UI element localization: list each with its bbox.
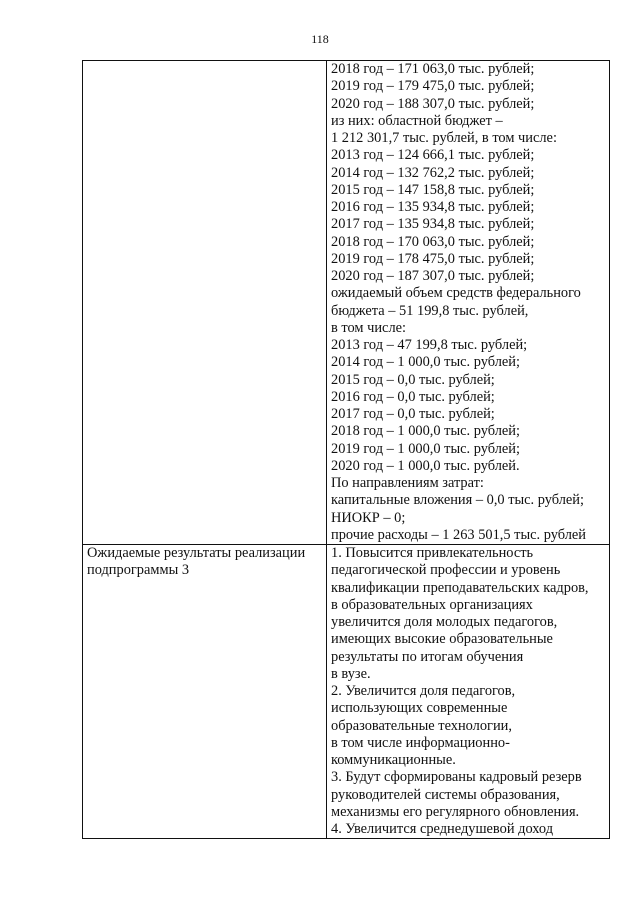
text-line: 2016 год – 0,0 тыс. рублей;	[331, 388, 495, 405]
text-line: 2018 год – 170 063,0 тыс. рублей;	[331, 233, 535, 250]
text-line: использующих современные	[331, 700, 508, 717]
text-line: 1. Повысится привлекательность	[331, 545, 534, 561]
text-line: 2020 год – 1 000,0 тыс. рублей.	[331, 457, 520, 474]
text-line: 2017 год – 135 934,8 тыс. рублей;	[331, 216, 535, 233]
text-line: капитальные вложения – 0,0 тыс. рублей;	[331, 492, 584, 509]
text-line: прочие расходы – 1 263 501,5 тыс. рублей	[331, 526, 586, 543]
text-line: 2. Увеличится доля педагогов,	[331, 683, 516, 699]
text-line: 1 212 301,7 тыс. рублей, в том числе:	[331, 130, 557, 146]
row-2-value-cell	[327, 545, 610, 839]
text-line: По направлениям затрат:	[331, 475, 484, 491]
text-line: 2020 год – 188 307,0 тыс. рублей;	[331, 95, 535, 112]
row-2-label-cell	[83, 545, 327, 839]
text-line: 2013 год – 47 199,8 тыс. рублей;	[331, 337, 528, 353]
text-line: подпрограммы 3	[87, 562, 190, 579]
text-line: 2013 год – 124 666,1 тыс. рублей;	[331, 147, 535, 164]
text-line: педагогической профессии и уровень	[331, 562, 561, 579]
text-line: 2020 год – 187 307,0 тыс. рублей;	[331, 268, 535, 284]
text-line: результаты по итогам обучения	[331, 648, 524, 665]
text-line: 2014 год – 1 000,0 тыс. рублей;	[331, 354, 520, 371]
row-1-value-cell	[327, 61, 610, 545]
passport-table	[82, 60, 610, 839]
row-1-label-cell	[83, 61, 327, 545]
text-line: 2019 год – 178 475,0 тыс. рублей;	[331, 250, 535, 267]
text-line: образовательные технологии,	[331, 717, 512, 734]
text-line: 2015 год – 0,0 тыс. рублей;	[331, 371, 495, 388]
text-line: 2017 год – 0,0 тыс. рублей;	[331, 406, 495, 422]
text-line: в образовательных организациях	[331, 596, 533, 613]
text-line: коммуникационные.	[331, 752, 456, 768]
text-line: 2018 год – 1 000,0 тыс. рублей;	[331, 423, 520, 440]
text-line: руководителей системы образования,	[331, 786, 560, 803]
page-number: 118	[311, 32, 329, 46]
text-line: квалификации преподавательских кадров,	[331, 579, 589, 596]
text-line: имеющих высокие образовательные	[331, 631, 553, 648]
text-line: механизмы его регулярного обновления.	[331, 803, 580, 820]
text-line: 2019 год – 1 000,0 тыс. рублей;	[331, 440, 520, 457]
text-line: Ожидаемые результаты реализации	[87, 545, 306, 561]
text-line: 2018 год – 171 063,0 тыс. рублей;	[331, 61, 535, 77]
text-line: увеличится доля молодых педагогов,	[331, 614, 558, 630]
text-line: 3. Будут сформированы кадровый резерв	[331, 769, 582, 786]
text-line: из них: областной бюджет –	[331, 112, 503, 129]
text-line: НИОКР – 0;	[331, 509, 406, 526]
text-line: 2019 год – 179 475,0 тыс. рублей;	[331, 78, 535, 95]
text-line: бюджета – 51 199,8 тыс. рублей,	[331, 302, 529, 319]
text-line: 4. Увеличится среднедушевой доход	[331, 821, 554, 837]
text-line: 2014 год – 132 762,2 тыс. рублей;	[331, 164, 535, 181]
text-line: в вузе.	[331, 665, 371, 682]
text-line: 2015 год – 147 158,8 тыс. рублей;	[331, 181, 535, 198]
text-line: в том числе информационно-	[331, 734, 510, 751]
text-line: в том числе:	[331, 319, 407, 336]
table-row-expected-results	[83, 545, 610, 839]
table-row-funding	[83, 61, 610, 545]
text-line: 2016 год – 135 934,8 тыс. рублей;	[331, 199, 535, 215]
text-line: ожидаемый объем средств федерального	[331, 285, 581, 302]
